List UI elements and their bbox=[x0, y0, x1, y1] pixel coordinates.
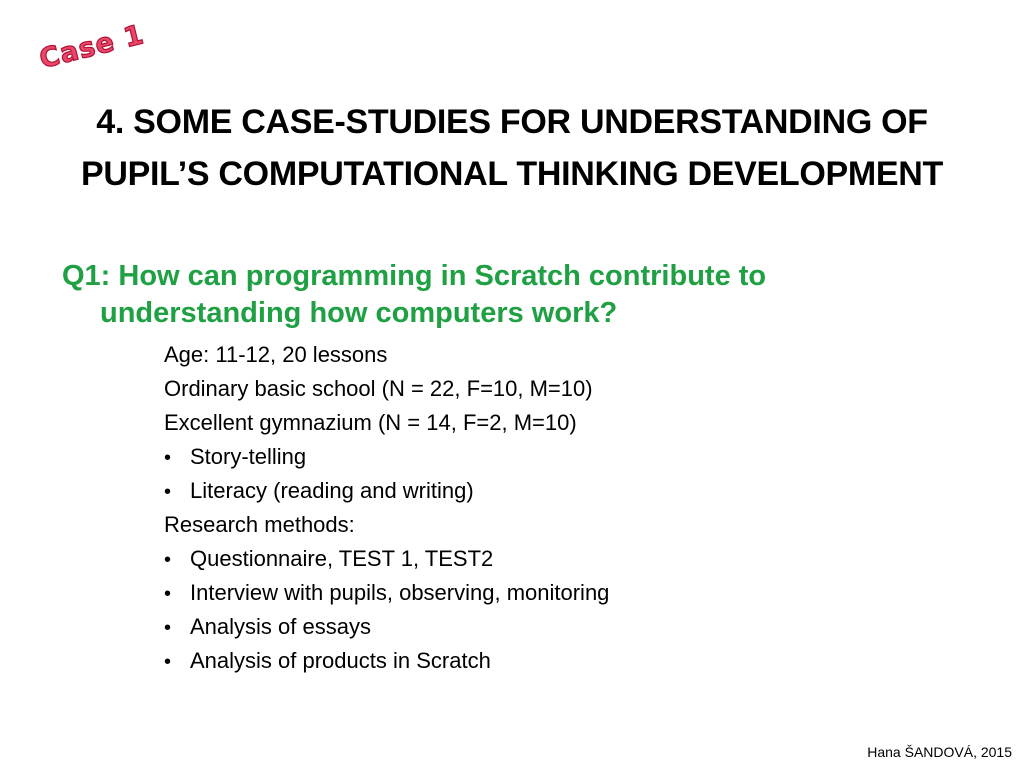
method-item-label: Analysis of essays bbox=[190, 614, 371, 639]
research-question-line-1: Q1: How can programming in Scratch contribute to bbox=[62, 260, 767, 292]
list-item bbox=[164, 644, 964, 678]
list-item bbox=[164, 440, 964, 474]
study-details bbox=[164, 338, 964, 678]
slide-title-line-2: PUPIL’S COMPUTATIONAL THINKING DEVELOPMENT bbox=[81, 155, 943, 193]
list-item bbox=[164, 576, 964, 610]
bullet-icon: • bbox=[164, 481, 172, 503]
list-item bbox=[164, 474, 964, 508]
research-question bbox=[62, 258, 962, 332]
methods-heading: Research methods: bbox=[164, 512, 355, 537]
bullet-icon: • bbox=[164, 583, 172, 605]
case-label-stamp: Case 1 bbox=[36, 19, 148, 75]
list-item bbox=[164, 610, 964, 644]
method-item-label: Interview with pupils, observing, monitoring bbox=[190, 580, 610, 605]
slide-title bbox=[0, 96, 1024, 200]
research-question-line-2: understanding how computers work? bbox=[100, 297, 618, 329]
bullet-icon: • bbox=[164, 549, 172, 571]
bullet-icon: • bbox=[164, 447, 172, 469]
focus-item-label: Story-telling bbox=[190, 444, 307, 469]
list-item bbox=[164, 542, 964, 576]
age-line: Age: 11-12, 20 lessons bbox=[164, 342, 388, 367]
author-footer: Hana ŠANDOVÁ, 2015 bbox=[867, 744, 1012, 760]
method-item-label: Questionnaire, TEST 1, TEST2 bbox=[190, 546, 494, 571]
bullet-icon: • bbox=[164, 651, 172, 673]
bullet-icon: • bbox=[164, 617, 172, 639]
ordinary-school-line: Ordinary basic school (N = 22, F=10, M=10) bbox=[164, 376, 593, 401]
excellent-school-line: Excellent gymnazium (N = 14, F=2, M=10) bbox=[164, 410, 577, 435]
method-item-label: Analysis of products in Scratch bbox=[190, 648, 491, 673]
focus-item-label: Literacy (reading and writing) bbox=[190, 478, 474, 503]
slide-title-line-1: 4. SOME CASE-STUDIES FOR UNDERSTANDING OF bbox=[96, 103, 928, 141]
